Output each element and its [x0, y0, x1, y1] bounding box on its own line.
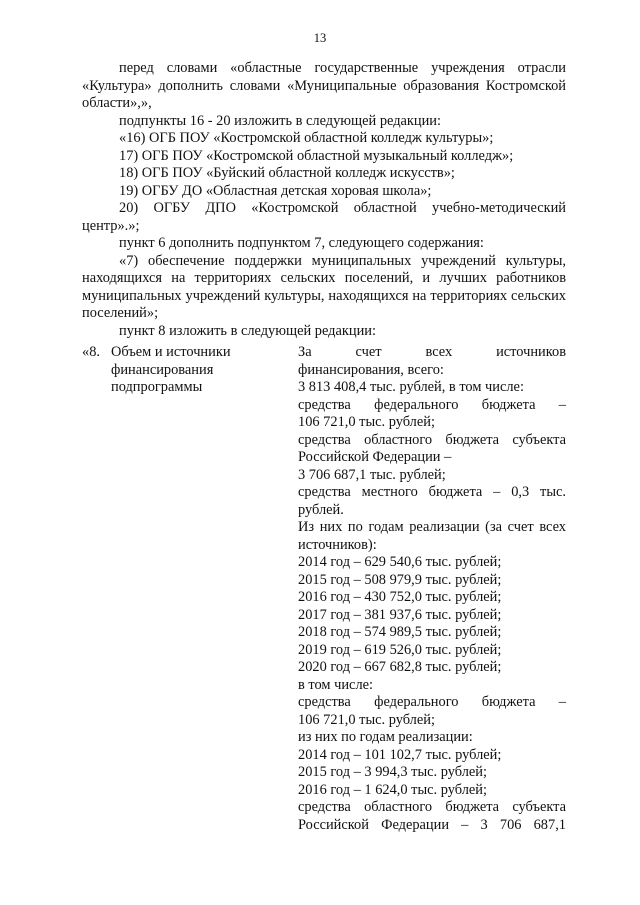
- value-line: Российской Федерации – 3 706 687,1: [298, 816, 566, 833]
- value-line: 2020 год – 667 682,8 тыс. рублей;: [298, 659, 502, 675]
- paragraph-0: перед словами «областные государственные учреждения отрасли «Культура» дополнить словами «Муниципальные образования Костромской области»,»,: [82, 60, 566, 111]
- label-line: Объем и источники: [111, 344, 231, 360]
- paragraph-3: 17) ОГБ ПОУ «Костромской областной музыкальный колледж»;: [119, 147, 514, 164]
- paragraph-2: «16) ОГБ ПОУ «Костромской областной колледж культуры»;: [119, 130, 494, 146]
- table-label-cell: [82, 344, 282, 397]
- paragraph-1: подпункты 16 - 20 изложить в следующей редакции:: [119, 112, 442, 129]
- value-line: Из них по годам реализации (за счет всех: [298, 519, 566, 535]
- value-line: 2014 год – 101 102,7 тыс. рублей;: [298, 746, 502, 763]
- paragraph-5: 19) ОГБУ ДО «Областная детская хоровая школа»;: [119, 182, 432, 199]
- paragraph-9: пункт 8 изложить в следующей редакции:: [119, 322, 376, 339]
- value-line: средства федерального бюджета –: [298, 396, 566, 413]
- value-line: 106 721,0 тыс. рублей;: [298, 414, 435, 430]
- value-line: 2018 год – 574 989,5 тыс. рублей;: [298, 624, 502, 640]
- label-line: финансирования: [111, 361, 214, 378]
- value-line: 3 813 408,4 тыс. рублей, в том числе:: [298, 379, 524, 395]
- value-line: 2016 год – 430 752,0 тыс. рублей;: [298, 589, 502, 605]
- value-line: 2017 год – 381 937,6 тыс. рублей;: [298, 606, 502, 623]
- paragraph-6: 20) ОГБУ ДПО «Костромской областной учебно-методический центр».»;: [82, 200, 566, 234]
- value-line: 106 721,0 тыс. рублей;: [298, 711, 435, 728]
- value-line: средства областного бюджета субъекта: [298, 799, 566, 815]
- value-line: 2016 год – 1 624,0 тыс. рублей;: [298, 781, 487, 798]
- value-line: 3 706 687,1 тыс. рублей;: [298, 466, 446, 483]
- value-line: финансирования, всего:: [298, 361, 444, 378]
- intro-text: [82, 60, 566, 340]
- paragraph-7: пункт 6 дополнить подпунктом 7, следующего содержания:: [119, 235, 484, 251]
- paragraph-8: «7) обеспечение поддержки муниципальных учреждений культуры, находящихся на территориях сельских поселений, и лучших работников муниципальных учреждений культуры, находящихся на территориях сельских поселений»;: [82, 252, 566, 321]
- page-number: 13: [313, 31, 327, 45]
- row-number: «8.: [82, 344, 100, 360]
- value-line: 2014 год – 629 540,6 тыс. рублей;: [298, 554, 502, 570]
- value-line: рублей.: [298, 501, 344, 518]
- value-line: средства федерального бюджета –: [298, 694, 566, 710]
- value-line: Российской Федерации –: [298, 449, 452, 465]
- label-line: подпрограммы: [111, 379, 203, 395]
- value-line: средства местного бюджета – 0,3 тыс.: [298, 484, 566, 500]
- value-line: средства областного бюджета субъекта: [298, 431, 566, 448]
- value-line: 2015 год – 508 979,9 тыс. рублей;: [298, 571, 502, 588]
- value-line: За счет всех источников: [298, 344, 566, 360]
- value-line: источников):: [298, 536, 377, 553]
- paragraph-4: 18) ОГБ ПОУ «Буйский областной колледж искусств»;: [119, 165, 455, 181]
- value-line: из них по годам реализации:: [298, 729, 473, 745]
- table-value-cell: [298, 344, 566, 834]
- value-line: в том числе:: [298, 676, 374, 693]
- value-line: 2019 год – 619 526,0 тыс. рублей;: [298, 641, 502, 658]
- value-line: 2015 год – 3 994,3 тыс. рублей;: [298, 764, 487, 780]
